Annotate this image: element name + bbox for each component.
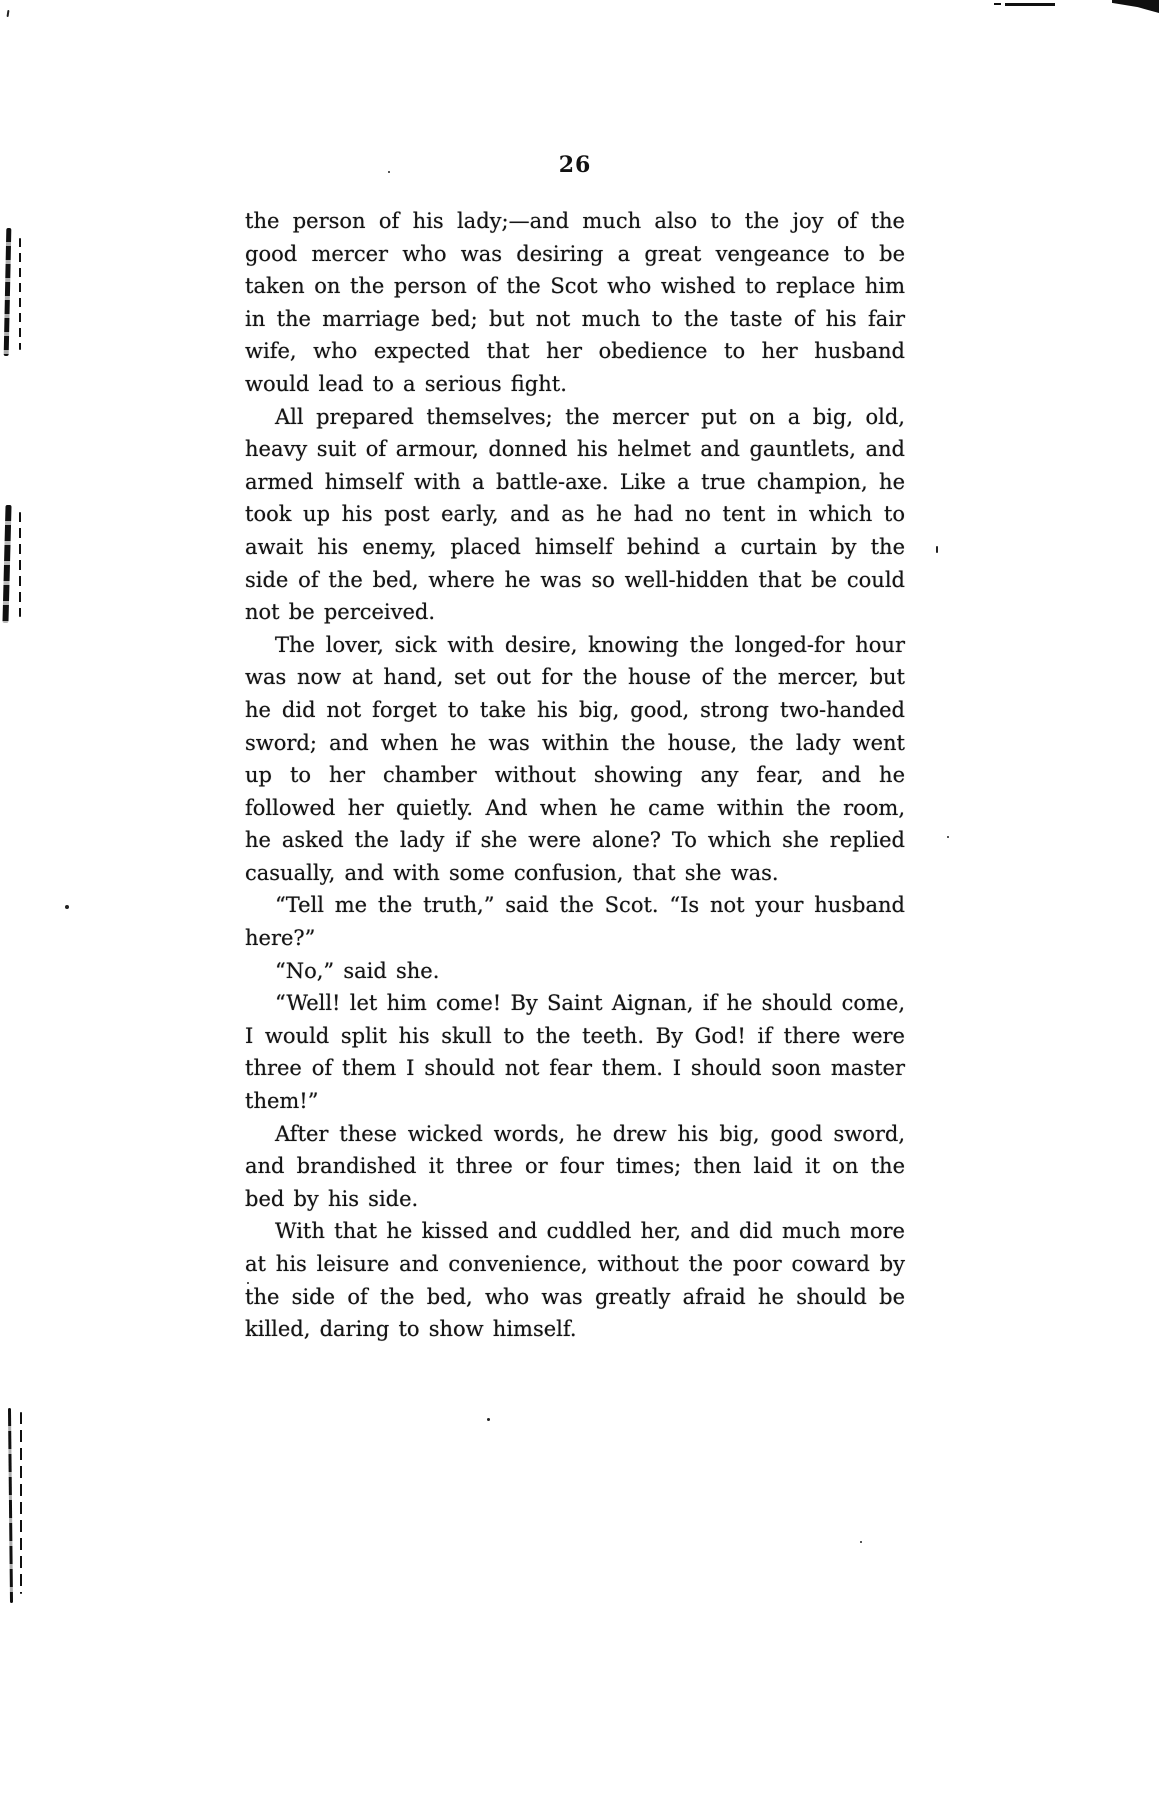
page-text-block — [245, 205, 905, 1346]
scan-artifact-corner-wedge — [1112, 0, 1159, 13]
paragraph: All prepared themselves; the mercer put on a big, old, heavy suit of armour, donned his helmet and gauntlets, and armed himself with a battle-axe. Like a true champion, he took up his post early, and as he had no tent in which to await his enemy, placed himself behind a curtain by the side of the bed, where he was so well-hidden that be could not be perceived. — [245, 404, 905, 625]
paragraph: “Tell me the truth,” said the Scot. “Is not your husband here?” — [245, 893, 905, 951]
paragraph: With that he kissed and cuddled her, and did much more at his leisure and convenience, without the poor coward by the side of the bed, who was greatly afraid he should be killed, daring to show himself. — [245, 1219, 905, 1342]
paragraph: “No,” said she. — [275, 958, 440, 983]
paragraph: “Well! let him come! By Saint Aignan, if he should come, I would split his skull to the teeth. By God! if there were three of them I should not fear them. I should soon master them!” — [245, 991, 905, 1114]
scan-artifact-margin-scratch — [4, 228, 12, 356]
scan-artifact-margin-scratch — [20, 1412, 22, 1594]
paragraph: After these wicked words, he drew his big, good sword, and brandished it three or four times; then laid it on the bed by his side. — [245, 1121, 905, 1211]
scan-speck — [936, 546, 938, 553]
scan-speck — [7, 10, 10, 17]
scan-artifact-margin-scratch — [19, 238, 21, 350]
page-number: 26 — [558, 152, 592, 178]
paragraph: the person of his lady;—and much also to the joy of the good mercer who was desiring a great vengeance to be taken on the person of the Scot who wished to replace him in the marriage bed; but not much to the taste of his fair wife, who expected that her obedience to her husband would lead to a serious fight. — [245, 209, 905, 396]
paragraph: The lover, sick with desire, knowing the longed-for hour was now at hand, set out for the house of the mercer, but he did not forget to take his big, good, strong two-handed sword; and when he was within the house, the lady went up to her chamber without showing any fear, and he followed her quietly. And when he came within the room, he asked the lady if she were alone? To which she replied casually, and with some confusion, that she was. — [245, 632, 905, 885]
scan-artifact-top-line — [1005, 3, 1055, 6]
scan-speck — [65, 905, 69, 909]
scan-artifact-margin-scratch — [19, 512, 21, 617]
scan-speck — [947, 836, 949, 838]
scan-artifact-margin-scratch — [8, 1408, 13, 1603]
scan-speck — [860, 1541, 862, 1543]
scan-artifact-margin-scratch — [2, 505, 11, 623]
scan-artifact-top-line-2 — [994, 3, 1001, 5]
scan-speck — [487, 1418, 490, 1421]
